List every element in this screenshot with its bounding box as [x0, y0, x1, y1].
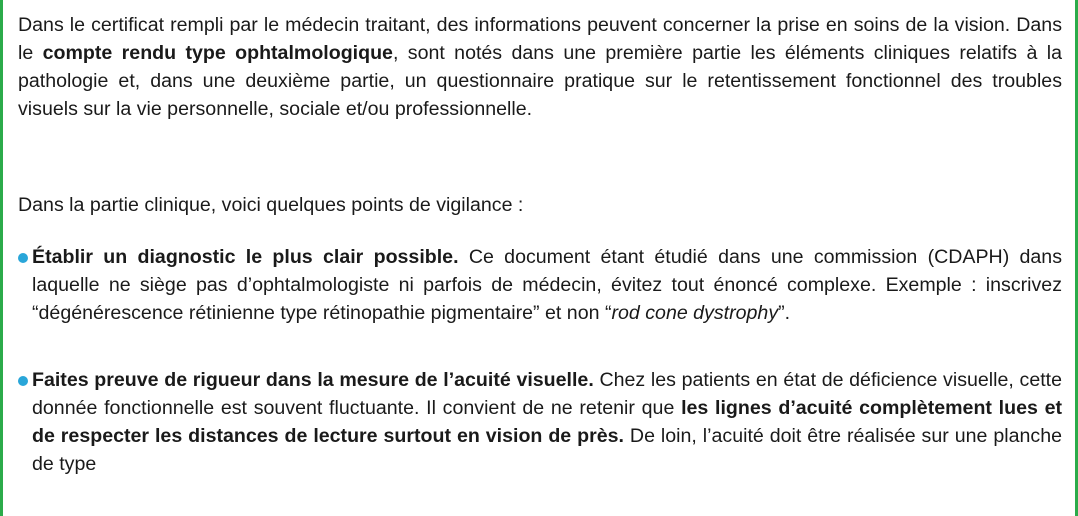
bullet-acuity-body: Chez les patients en état de déficience visuelle, cette donnée fonctionnelle est souvent fluctuante. Il convient de ne retenir que: [32, 369, 1062, 419]
bullet-acuity-closing: De loin, l’acuité doit être réalisée sur une planche de type: [32, 425, 1062, 475]
bullet-dot-icon: [18, 253, 28, 263]
intro-text-part2: , sont notés dans une première partie les éléments cliniques relatifs à la pathologie et, dans une deuxième partie, un questionnaire pratique sur le retentissement fonctionnel des troubles visuels sur la vie personnelle, sociale et/ou professionnelle.: [18, 42, 1062, 120]
bullet-dot-icon: [18, 376, 28, 386]
intro-text-part1: Dans le certificat rempli par le médecin traitant, des informations peuvent concerner la prise en soins de la vision. Dans le: [18, 14, 1062, 64]
vigilance-intro-paragraph: Dans la partie clinique, voici quelques points de vigilance :: [18, 194, 524, 216]
bullet-diagnostic-closing: ”.: [778, 302, 791, 324]
bullet-item-diagnostic: [18, 243, 1062, 327]
bullet-diagnostic-text: [32, 243, 1062, 327]
bullet-acuity-text: [32, 366, 1062, 478]
bullet-acuity-bold-emphasis: les lignes d’acuité complètement lues et de respecter les distances de lecture surtout en vision de près.: [32, 397, 1063, 447]
intro-paragraph: [18, 11, 1062, 123]
intro-bold-term: compte rendu type ophtalmologique: [42, 42, 393, 64]
bullet-diagnostic-italic-term: rod cone dystrophy: [611, 302, 779, 324]
bullet-item-acuity: [18, 366, 1062, 478]
bullet-acuity-heading: Faites preuve de rigueur dans la mesure de l’acuité visuelle.: [32, 369, 594, 391]
bullet-diagnostic-body: Ce document étant étudié dans une commission (CDAPH) dans laquelle ne siège pas d’ophtalmologiste ni parfois de médecin, évitez tout énoncé complexe. Exemple : inscrivez “dégénérescence rétinienne type rétinopathie pigmentaire” et non “: [32, 246, 1062, 324]
bullet-diagnostic-heading: Établir un diagnostic le plus clair possible.: [32, 246, 459, 268]
